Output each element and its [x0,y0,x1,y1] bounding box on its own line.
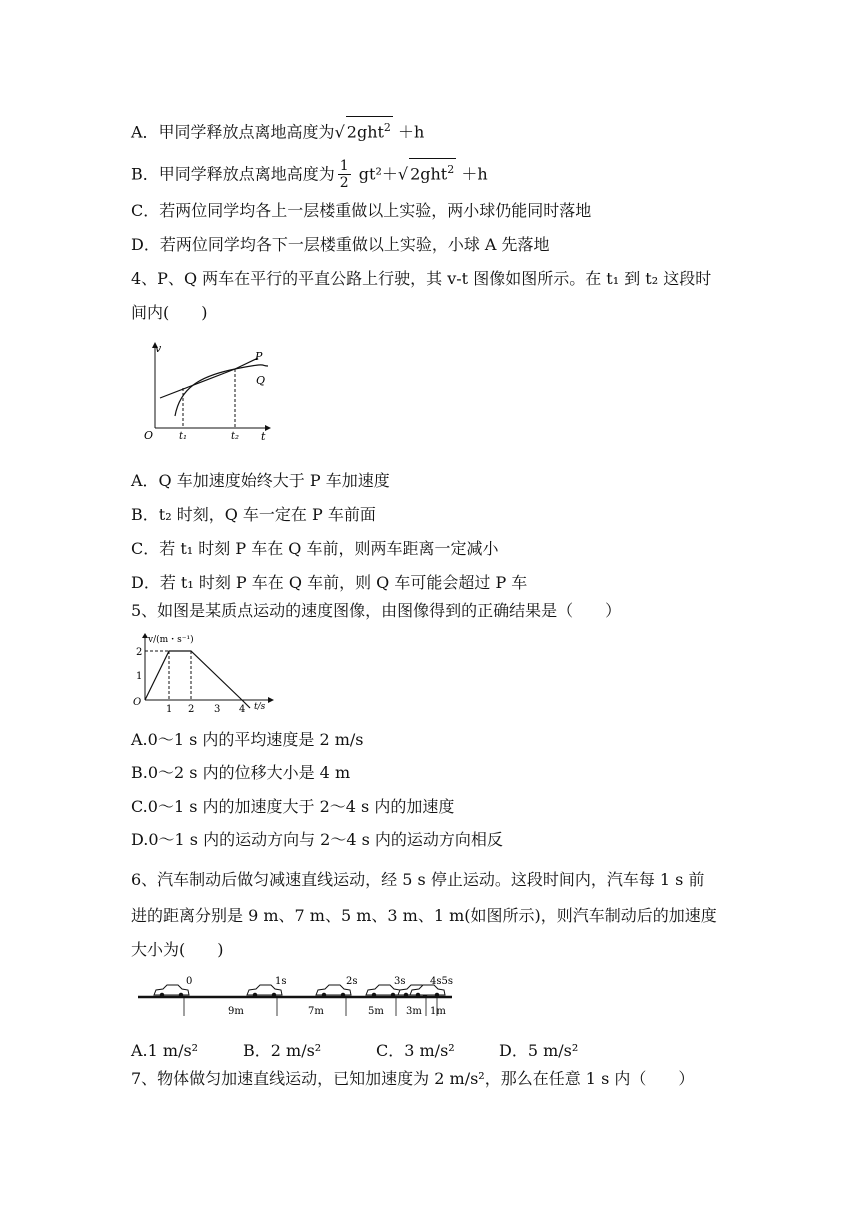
distance-label: 5m [368,1006,384,1017]
time-label: 4s5s [430,976,453,987]
q5-option-d: D.0～1 s 内的运动方向与 2～4 s 内的运动方向相反 [131,830,503,849]
velocity-line [145,651,242,700]
q3-option-a: A．甲同学释放点离地高度为√ 2ght$^2$ ＋h [131,116,424,143]
exponent: 2 [447,163,455,176]
q4-stem-line1: 4、P、Q 两车在平行的平直公路上行驶，其 v-t 图像如图所示。在 t₁ 到 t₂ 这段时 [131,269,712,288]
radical [346,116,393,143]
q6-option-b: B．2 m/s² [243,1041,322,1060]
origin-label: O [133,697,142,708]
denominator: 2 [339,175,349,192]
q6-stem-line1: 6、汽车制动后做匀减速直线运动，经 5 s 停止运动。这段时间内，汽车每 1 s 前 [131,870,705,889]
q3-option-c: C．若两位同学均各上一层楼重做以上实验，两小球仍能同时落地 [131,201,592,220]
q4-option-c: C．若 t₁ 时刻 P 车在 Q 车前，则两车距离一定减小 [131,539,499,558]
option-text: B．甲同学释放点离地高度为 [131,164,335,184]
q3-option-d: D．若两位同学均各下一层楼重做以上实验，小球 A 先落地 [131,235,550,254]
tick-x2: 2 [188,704,195,714]
distance-label: 3m [406,1006,422,1017]
time-label: 0 [186,976,193,987]
exponent: 2 [383,121,391,134]
distance-label: 7m [308,1006,324,1017]
axis-v-label: v/(m・s⁻¹) [148,635,194,645]
axis-t-label: t/s [254,702,266,712]
distance-label: 9m [228,1006,244,1017]
q6-stem-line3: 大小为( ) [131,940,224,959]
q4-stem-line2: 间内( ) [131,303,208,322]
q6-stem-line2: 进的距离分别是 9 m、7 m、5 m、3 m、1 m(如图所示)，则汽车制动后的加速度 [131,906,717,925]
distance-label: 1m [430,1006,446,1017]
q6-option-c: C．3 m/s² [376,1041,455,1060]
q4-option-b: B．t₂ 时刻，Q 车一定在 P 车前面 [131,505,376,524]
radical [409,158,456,185]
radicand: 2ght [410,164,448,184]
option-mid: gt²＋ [353,164,398,184]
q5-option-a: A.0～1 s 内的平均速度是 2 m/s [131,730,364,749]
q7-stem: 7、物体做匀加速直线运动，已知加速度为 2 m/s²，那么在任意 1 s 内（ ） [131,1069,695,1088]
q4-option-a: A．Q 车加速度始终大于 P 车加速度 [131,471,390,490]
radicand: 2ght [346,122,384,142]
tick-x1: 1 [166,704,173,714]
time-label: 3s [394,976,406,987]
tick-y1: 1 [136,671,143,682]
tick-y2: 2 [136,647,143,658]
q5-velocity-graph [128,630,278,714]
time-label: 2s [346,976,358,987]
axis-t-label: t [261,430,266,443]
tick-x3: 3 [214,704,221,714]
axis-v-label: v [155,342,162,355]
q3-option-b: B．甲同学释放点离地高度为 $\frac{1}{2}$ gt²＋√ 2ght$^2$ ＋h [131,158,488,192]
q4-vt-graph [140,338,275,446]
q5-option-c: C.0～1 s 内的加速度大于 2～4 s 内的加速度 [131,797,455,816]
option-text: A．甲同学释放点离地高度为 [131,122,335,142]
q6-option-a: A.1 m/s² [131,1041,199,1060]
origin-label: O [144,429,154,442]
curve-q [175,365,268,416]
option-tail: ＋h [456,164,488,184]
tick-t1: t₁ [179,431,188,442]
q4-option-d: D．若 t₁ 时刻 P 车在 Q 车前，则 Q 车可能会超过 P 车 [131,573,528,592]
label-q: Q [256,374,266,387]
line-p [160,358,258,398]
q5-option-b: B.0～2 s 内的位移大小是 4 m [131,763,351,782]
tick-t2: t₂ [231,431,240,442]
car-icon [154,985,189,997]
fraction [338,158,351,191]
time-label: 1s [275,976,287,987]
tick-x4: 4 [239,704,246,714]
option-tail: ＋h [392,122,425,142]
q6-option-d: D．5 m/s² [499,1041,579,1060]
numerator: 1 [339,158,349,175]
q5-stem: 5、如图是某质点运动的速度图像，由图像得到的正确结果是（ ） [131,601,622,620]
label-p: P [255,350,263,363]
q6-car-braking-figure [130,972,460,1022]
